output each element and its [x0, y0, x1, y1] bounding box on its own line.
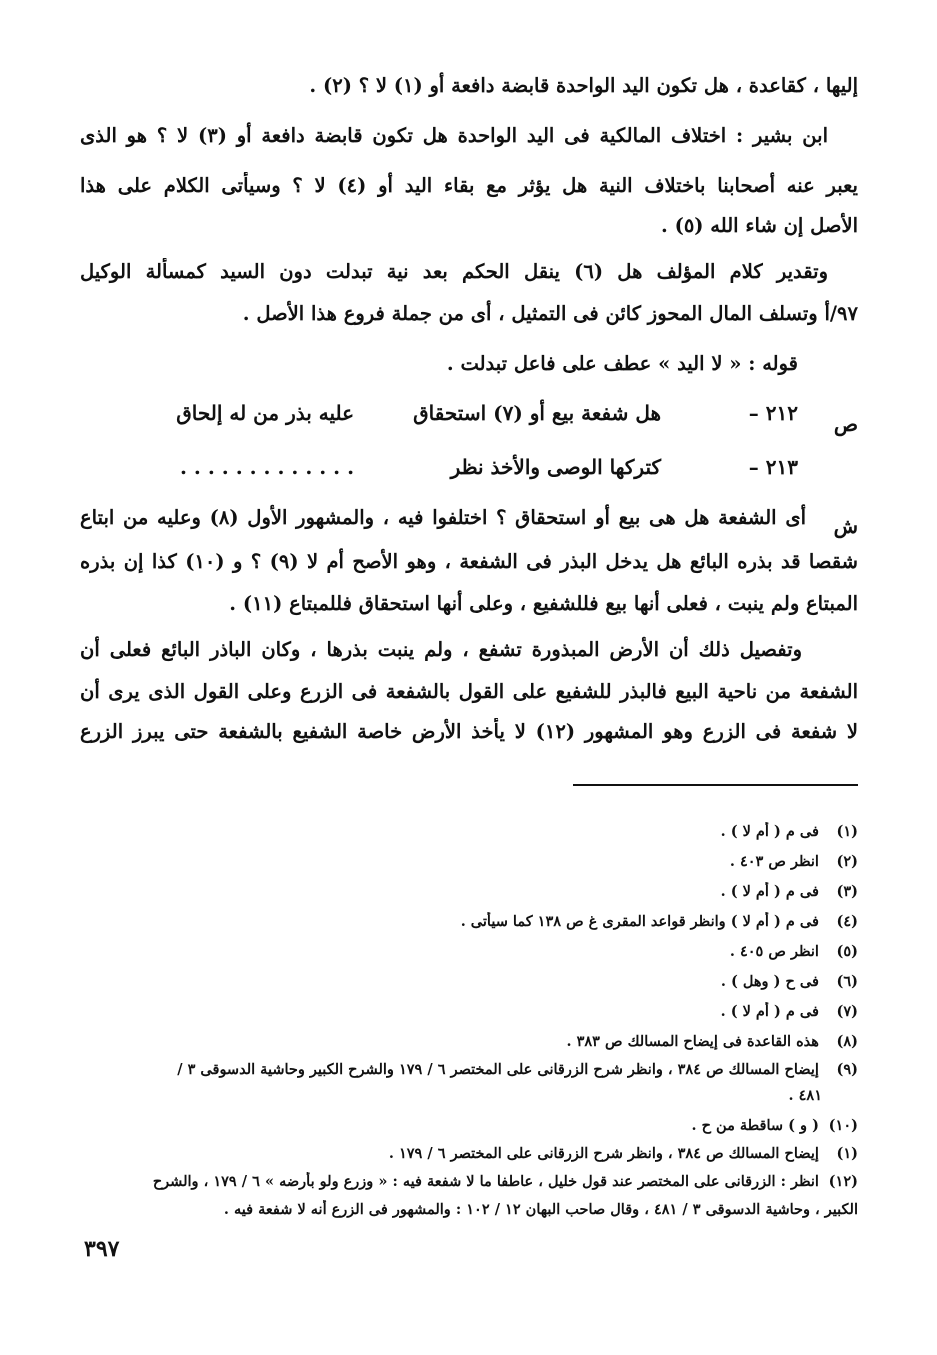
body-line: شقصا قد بذره البائع هل يدخل البذر فى الشفعة ، وهو الأصح أم لا (٩) ؟ و (١٠) كذا إن بذره [80, 550, 858, 573]
footnote [80, 942, 858, 962]
footnote-text: إيضاح المسالك ص ٣٨٤ ، وانظر شرح الزرقانى على المختصر ٦ / ١٧٩ والشرح الكبير وحاشية الدسوقى ٣ / [177, 1061, 819, 1078]
footnote-number: (٨) [836, 1033, 858, 1050]
body-line: وتفصيل ذلك أن الأرض المبذورة تشفع ، ولم ينبت بذرها ، وكان الباذر البائع فعلى أن [80, 638, 802, 661]
footnote [80, 822, 858, 842]
footnote-number: (١) [836, 1145, 858, 1162]
body-line: وتقدير كلام المؤلف هل (٦) ينقل الحكم بعد نية تبدلت دون السيد كمسألة الوكيل [80, 260, 828, 283]
commentary-marker: ش [833, 514, 858, 538]
footnote-continuation [80, 1086, 858, 1106]
footnote-text: انظر ص ٤٠٥ . [729, 943, 819, 960]
footnote-text: انظر : الزرقانى على المختصر عند قول خليل ، عاطفا ما لا شفعة فيه : « وزرع ولو بأرضه » ٦ / ١٧٩ ، والشرح [152, 1173, 819, 1190]
footnote-text: ( و ) ساقطة من ح . [691, 1117, 819, 1134]
footnote [80, 1172, 858, 1192]
verse-hemistich-second: عليه بذر من له إلحاق [176, 401, 355, 425]
body-line: إليها ، كقاعدة ، هل تكون اليد الواحدة قابضة دافعة أو (١) لا ؟ (٢) . [309, 74, 858, 97]
footnote-separator [573, 784, 858, 786]
footnote-number: (٢) [836, 853, 858, 870]
footnote-number: (٤) [836, 913, 858, 930]
footnote-number: (٧) [836, 1003, 858, 1020]
body-line: ٩٧/أ وتسلف المال المحوز كائن فى التمثيل ، أى من جملة فروع هذا الأصل . [242, 302, 858, 325]
verse-line [180, 452, 798, 482]
footnote [80, 1144, 858, 1164]
footnote-number: (٦) [836, 973, 858, 990]
page-number: ٣٩٧ [84, 1236, 120, 1262]
footnote-text: إيضاح المسالك ص ٣٨٤ ، وانظر شرح الزرقانى على المختصر ٦ / ١٧٩ . [388, 1145, 819, 1162]
verse-line [176, 398, 798, 428]
footnote-text: ٤٨١ . [788, 1087, 822, 1104]
footnote-text: فى م ( أم لا ) . [720, 883, 819, 900]
body-line: أى الشفعة هل هى بيع أو استحقاق ؟ اختلفوا فيه ، والمشهور الأول (٨) وعليه من ابتاع [80, 506, 806, 529]
body-line: الشفعة من ناحية البيع فالبذر للشفيع على القول بالشفعة فى الزرع وعلى القول الذى يرى أن [80, 680, 858, 703]
footnote [80, 882, 858, 902]
footnote [80, 1002, 858, 1022]
footnote [80, 912, 858, 932]
body-line: المبتاع ولم ينبت ، فعلى أنها بيع فللشفيع ، وعلى أنها استحقاق فللمبتاع (١١) . [229, 592, 858, 615]
body-line: ابن بشير : اختلاف المالكية فى اليد الواحدة هل تكون قابضة دافعة أو (٣) لا ؟ هو الذى [80, 124, 828, 147]
verse-number: ٢١٣ – [748, 455, 798, 479]
footnote-number: (١٠) [828, 1117, 858, 1134]
footnote-text: فى م ( أم لا ) . [720, 1003, 819, 1020]
footnote-number: (١٢) [828, 1173, 858, 1190]
footnote-number: (٥) [836, 943, 858, 960]
verse-hemistich-second: . . . . . . . . . . . . . [179, 455, 355, 479]
footnote-text: فى ح ( وهل ) . [720, 973, 819, 990]
footnote-number: (٣) [836, 883, 858, 900]
footnote-text: انظر ص ٤٠٣ . [729, 853, 819, 870]
verse-marker: ص [833, 412, 858, 436]
verse-hemistich-first: هل شفعة بيع أو (٧) استحقاق [413, 401, 662, 425]
body-line: قوله : « لا اليد » عطف على فاعل تبدلت . [446, 352, 798, 375]
verse-hemistich-first: كتركها الوصى والأخذ نظر [450, 455, 662, 479]
footnote [80, 972, 858, 992]
footnote-text: فى م ( أم لا ) وانظر قواعد المقرى غ ص ١٣٨ كما سيأتى . [460, 913, 819, 930]
footnote [80, 1032, 858, 1052]
footnote-text: هذه القاعدة فى إيضاح المسالك ص ٣٨٣ . [566, 1033, 819, 1050]
verse-number: ٢١٢ – [748, 401, 798, 425]
footnote-number: (٩) [836, 1061, 858, 1078]
footnote [80, 852, 858, 872]
body-line: يعبر عنه أصحابنا باختلاف النية هل يؤثر مع بقاء اليد أو (٤) لا ؟ وسيأتى الكلام على هذا [80, 174, 858, 197]
footnote-number: (١) [836, 823, 858, 840]
body-line: لا شفعة فى الزرع وهو المشهور (١٢) لا يأخذ الأرض خاصة الشفيع بالشفعة حتى يبرز الزرع [80, 720, 858, 743]
footnote-text: فى م ( أم لا ) . [720, 823, 819, 840]
footnote [80, 1060, 858, 1080]
footnote-text: الكبير ، وحاشية الدسوقى ٣ / ٤٨١ ، وقال صاحب البهان ١٢ / ١٠٢ : والمشهور فى الزرع أنه لا شفعة فيه . [223, 1201, 858, 1218]
body-line: الأصل إن شاء الله (٥) . [661, 214, 858, 237]
footnote-continuation [80, 1200, 858, 1220]
footnote [80, 1116, 858, 1136]
